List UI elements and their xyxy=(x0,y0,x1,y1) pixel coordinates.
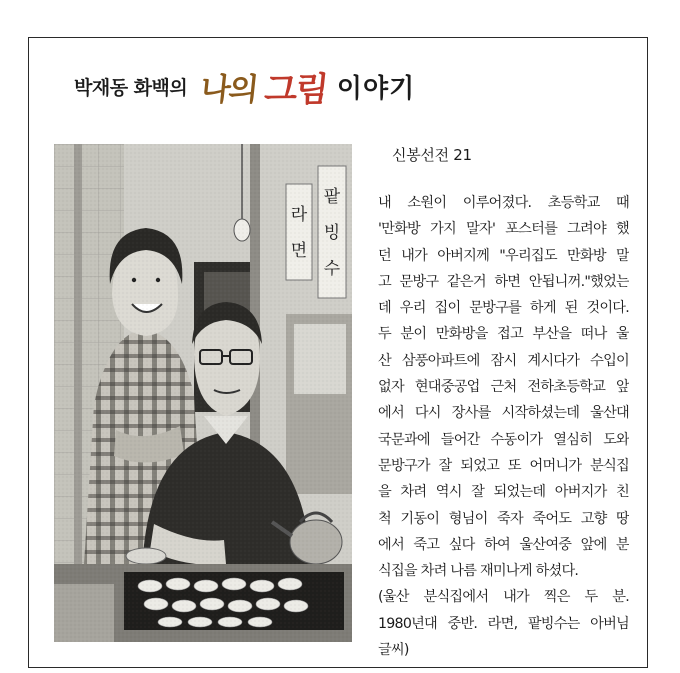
photo-illustration xyxy=(54,144,352,642)
body-line: 문방구가 잘 되었고 또 어머니가 분식집 xyxy=(378,457,629,474)
body-line: 을 차려 역시 잘 되었는데 아버지가 친 xyxy=(378,484,629,501)
body-line: 에서 죽고 싶다 하여 울산여중 앞에 분 xyxy=(378,536,629,553)
body-line: 척 기동이 형님이 죽자 죽어도 고향 땅 xyxy=(378,510,629,527)
body-line: 던 내가 아버지께 "우리집도 만화방 말 xyxy=(378,247,629,264)
caption-line: 글씨) xyxy=(378,642,409,659)
body-line: 고 문방구 같은거 하면 안됩니꺼."했었는 xyxy=(378,273,629,290)
body-line: 두 분이 만화방을 접고 부산을 떠나 울 xyxy=(378,326,629,343)
body-line: 에서 다시 장사를 시작하셨는데 울산대 xyxy=(378,405,629,422)
body-line: 내 소원이 이루어졌다. 초등학교 때 xyxy=(378,195,629,211)
series-title-iyagi: 이야기 xyxy=(336,73,416,104)
series-title-na: 나의 xyxy=(198,71,259,108)
series-header xyxy=(74,66,416,110)
caption-line: (울산 분식집에서 내가 찍은 두 분. xyxy=(378,589,629,606)
archival-photo xyxy=(54,144,352,642)
body-line: 데 우리 집이 문방구를 하게 된 것이다. xyxy=(378,300,629,317)
caption-line: 1980년대 중반. 라면, 팥빙수는 아버님 xyxy=(378,615,629,632)
series-title-geurim: 그림 xyxy=(262,69,329,110)
article-subtitle: 신봉선전 21 xyxy=(392,146,472,164)
body-line: 산 삼풍아파트에 잠시 계시다가 수입이 xyxy=(378,352,629,369)
body-line: 국문과에 들어간 수동이가 열심히 도와 xyxy=(378,431,629,448)
body-line: 없자 현대중공업 근처 전하초등학교 앞 xyxy=(378,379,629,396)
body-line: '만화방 가지 말자' 포스터를 그려야 했 xyxy=(378,221,629,238)
series-author-label: 박재동 화백의 xyxy=(74,76,188,99)
body-line: 식집을 차려 나름 재미나게 하셨다. xyxy=(378,563,579,580)
article-body xyxy=(378,190,629,663)
